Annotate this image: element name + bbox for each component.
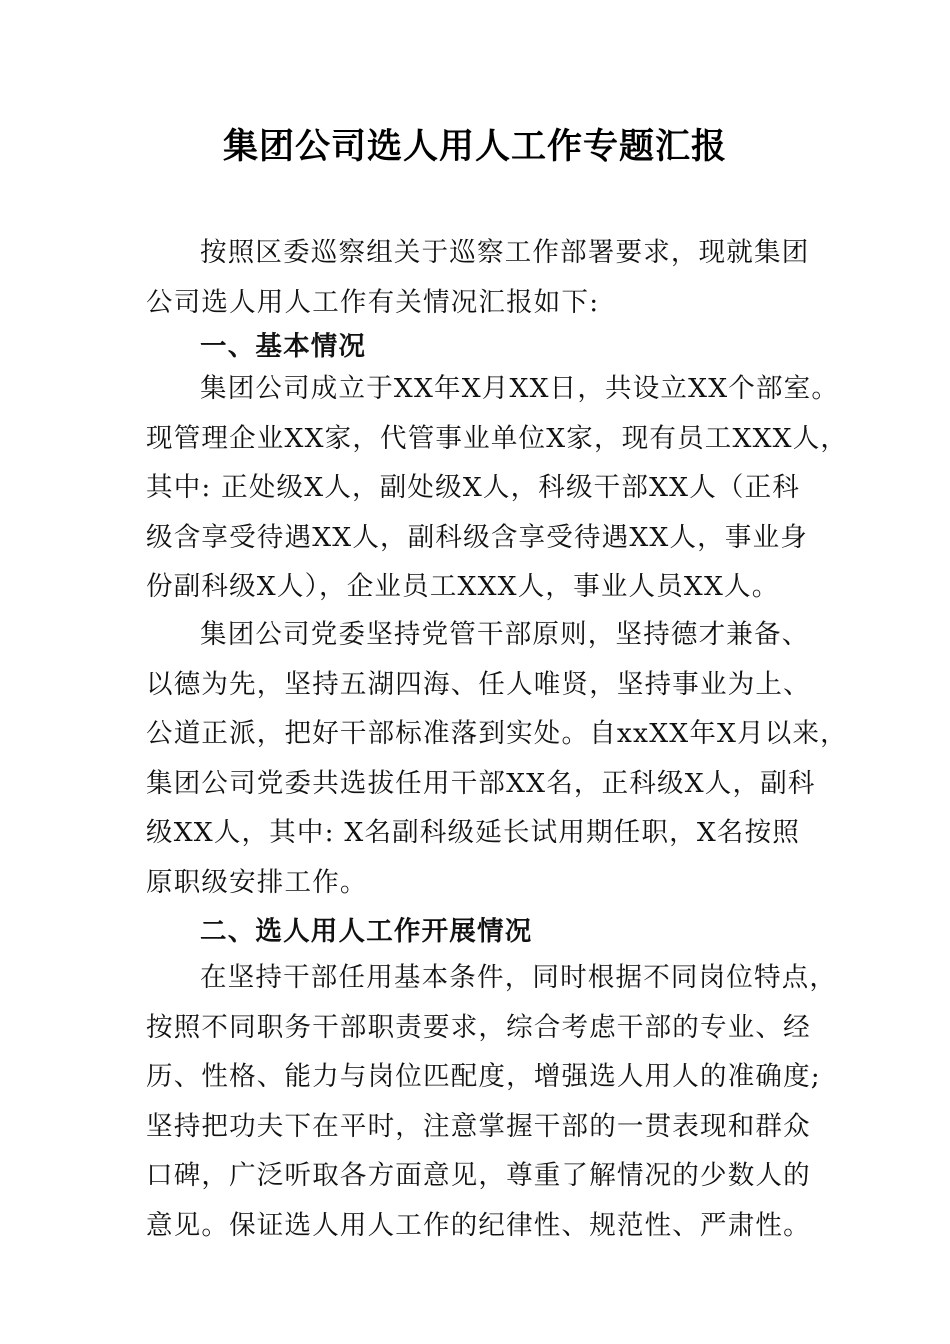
section-heading-label: 一、基本情况 <box>200 331 367 362</box>
paragraph-line: 按照不同职务干部职责要求，综合考虑干部的专业、经 <box>146 1011 811 1043</box>
paragraph-line: 意见。保证选人用人工作的纪律性、规范性、严肃性。 <box>146 1209 811 1241</box>
paragraph-line: 公道正派，把好干部标准落到实处。自xxXX年X月以来， <box>146 718 848 749</box>
paragraph-line: 集团公司党委坚持党管干部原则，坚持德才兼备、 <box>200 619 810 650</box>
paragraph-line: 口碑，广泛听取各方面意见，尊重了解情况的少数人的 <box>146 1160 811 1191</box>
paragraph-line: 在坚持干部任用基本条件，同时根据不同岗位特点， <box>200 962 838 993</box>
basic-situation-paragraph-2 <box>146 610 848 907</box>
paragraph-line: 以德为先，坚持五湖四海、任人唯贤，坚持事业为上、 <box>146 668 811 700</box>
paragraph-line: 公司选人用人工作有关情况汇报如下: <box>146 286 600 318</box>
paragraph-line: 现管理企业XX家，代管事业单位X家，现有员工XXX人， <box>146 422 849 454</box>
paragraph-line: 级XX人，其中: X名副科级延长试用期任职，X名按照 <box>146 817 801 848</box>
work-situation-paragraph-1 <box>146 953 838 1250</box>
paragraph-line: 其中: 正处级X人，副处级X人，科级干部XX人（正科 <box>146 472 801 503</box>
paragraph-line: 份副科级X人），企业员工XXX人，事业人员XX人。 <box>146 571 780 602</box>
section-heading-work <box>146 907 810 957</box>
paragraph-line: 坚持把功夫下在平时，注意掌握干部的一贯表现和群众 <box>146 1110 811 1142</box>
intro-paragraph <box>146 228 810 327</box>
paragraph-line: 按照区委巡察组关于巡察工作部署要求，现就集团 <box>200 237 810 268</box>
section-heading-label: 二、选人用人工作开展情况 <box>200 916 533 947</box>
basic-situation-paragraph-1 <box>146 364 849 612</box>
paragraph-line: 集团公司党委共选拔任用干部XX名，正科级X人，副科 <box>146 767 816 799</box>
paragraph-line: 集团公司成立于XX年X月XX日，共设立XX个部室。 <box>200 373 840 404</box>
paragraph-line: 原职级安排工作。 <box>146 866 368 898</box>
paragraph-line: 历、性格、能力与岗位匹配度，增强选人用人的准确度; <box>146 1061 821 1092</box>
document-title: 集团公司选人用人工作专题汇报 <box>222 126 727 167</box>
paragraph-line: 级含享受待遇XX人，副科级含享受待遇XX人，事业身 <box>146 521 808 553</box>
